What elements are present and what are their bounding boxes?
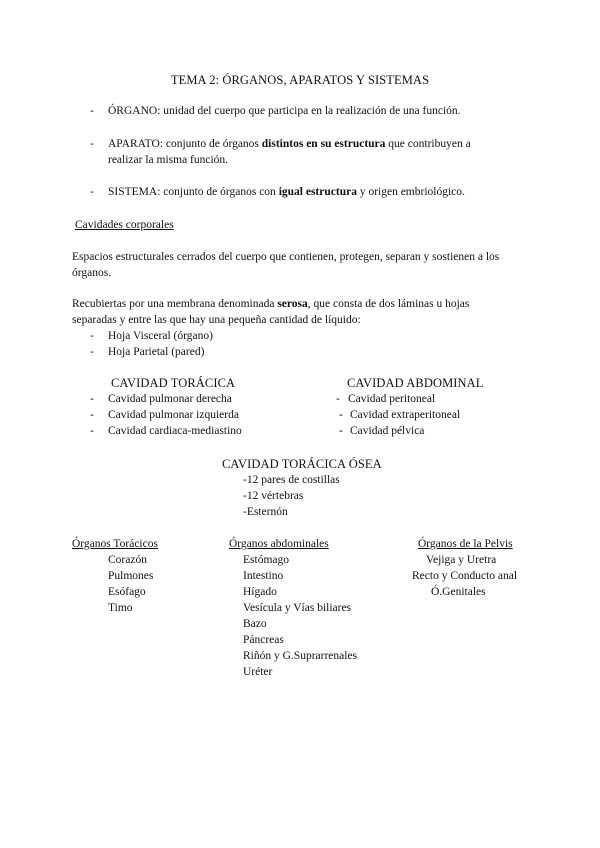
page-title: TEMA 2: ÓRGANOS, APARATOS Y SISTEMAS bbox=[170, 73, 430, 87]
bullet-dash: - bbox=[90, 186, 94, 198]
pelvis-organ: Recto y Conducto anal bbox=[412, 570, 518, 582]
pelvis-organs-heading: Órganos de la Pelvis bbox=[418, 538, 513, 550]
definition-organo: ÓRGANO: unidad del cuerpo que participa en la realización de una función. bbox=[108, 105, 461, 117]
thoracic-organs-heading: Órganos Torácicos bbox=[72, 538, 158, 550]
abdominal-organ: Intestino bbox=[243, 570, 284, 582]
abdominal-organ: Hígado bbox=[243, 586, 277, 598]
definition-aparato-line2: realizar la misma función. bbox=[108, 154, 229, 166]
thoracic-organ: Corazón bbox=[108, 554, 147, 566]
bony-item: -12 vértebras bbox=[243, 490, 304, 502]
thoracic-organ: Timo bbox=[108, 602, 133, 614]
bullet-dash: - bbox=[90, 346, 94, 358]
paragraph-2-line2: separadas y entre las que hay una pequeña cantidad de líquido: bbox=[72, 314, 361, 326]
layer-item: Hoja Parietal (pared) bbox=[108, 346, 205, 358]
bullet-dash: - bbox=[90, 409, 94, 421]
bullet-dash: - bbox=[90, 330, 94, 342]
bony-item: -12 pares de costillas bbox=[243, 474, 340, 486]
bony-heading: CAVIDAD TORÁCICA ÓSEA bbox=[222, 457, 382, 471]
pelvis-organ: Ó.Genitales bbox=[431, 586, 486, 598]
bullet-dash: - bbox=[339, 409, 343, 421]
paragraph-2-line1: Recubiertas por una membrana denominada serosa, que consta de dos láminas u hojas bbox=[72, 298, 470, 310]
bullet-dash: - bbox=[90, 425, 94, 437]
abdominal-organ: Riñón y G.Suprarrenales bbox=[243, 650, 358, 662]
bullet-dash: - bbox=[90, 393, 94, 405]
paragraph-1-line2: órganos. bbox=[72, 267, 112, 279]
bullet-dash: - bbox=[90, 138, 94, 150]
abdominal-item: Cavidad peritoneal bbox=[348, 393, 436, 405]
bullet-dash: - bbox=[336, 393, 340, 405]
pelvis-organ: Vejiga y Uretra bbox=[426, 554, 497, 566]
abdominal-item: Cavidad pélvica bbox=[350, 425, 425, 437]
abdominal-organs-heading: Órganos abdominales bbox=[229, 538, 329, 550]
definition-aparato: APARATO: conjunto de órganos distintos en su estructura que contribuyen a bbox=[108, 138, 471, 150]
abdominal-heading: CAVIDAD ABDOMINAL bbox=[347, 376, 484, 390]
thoracic-item: Cavidad pulmonar derecha bbox=[108, 393, 232, 405]
thoracic-heading: CAVIDAD TORÁCICA bbox=[111, 376, 236, 390]
thoracic-organ: Pulmones bbox=[108, 570, 154, 582]
abdominal-item: Cavidad extraperitoneal bbox=[350, 409, 461, 421]
thoracic-item: Cavidad cardiaca-mediastino bbox=[108, 425, 242, 437]
thoracic-organ: Esófago bbox=[108, 586, 146, 598]
abdominal-organ: Uréter bbox=[243, 666, 273, 678]
paragraph-1-line1: Espacios estructurales cerrados del cuerpo que contienen, protegen, separan y sostienen a los bbox=[72, 251, 500, 263]
bullet-dash: - bbox=[90, 105, 94, 117]
layer-item: Hoja Visceral (órgano) bbox=[108, 330, 213, 342]
abdominal-organ: Páncreas bbox=[243, 634, 284, 646]
abdominal-organ: Bazo bbox=[243, 618, 267, 630]
bony-item: -Esternón bbox=[243, 506, 288, 518]
definition-sistema: SISTEMA: conjunto de órganos con igual estructura y origen embriológico. bbox=[108, 186, 465, 198]
abdominal-organ: Vesícula y Vías biliares bbox=[243, 602, 352, 614]
abdominal-organ: Estómago bbox=[243, 554, 289, 566]
section-heading: Cavidades corporales bbox=[75, 219, 174, 231]
bullet-dash: - bbox=[339, 425, 343, 437]
thoracic-item: Cavidad pulmonar izquierda bbox=[108, 409, 239, 421]
